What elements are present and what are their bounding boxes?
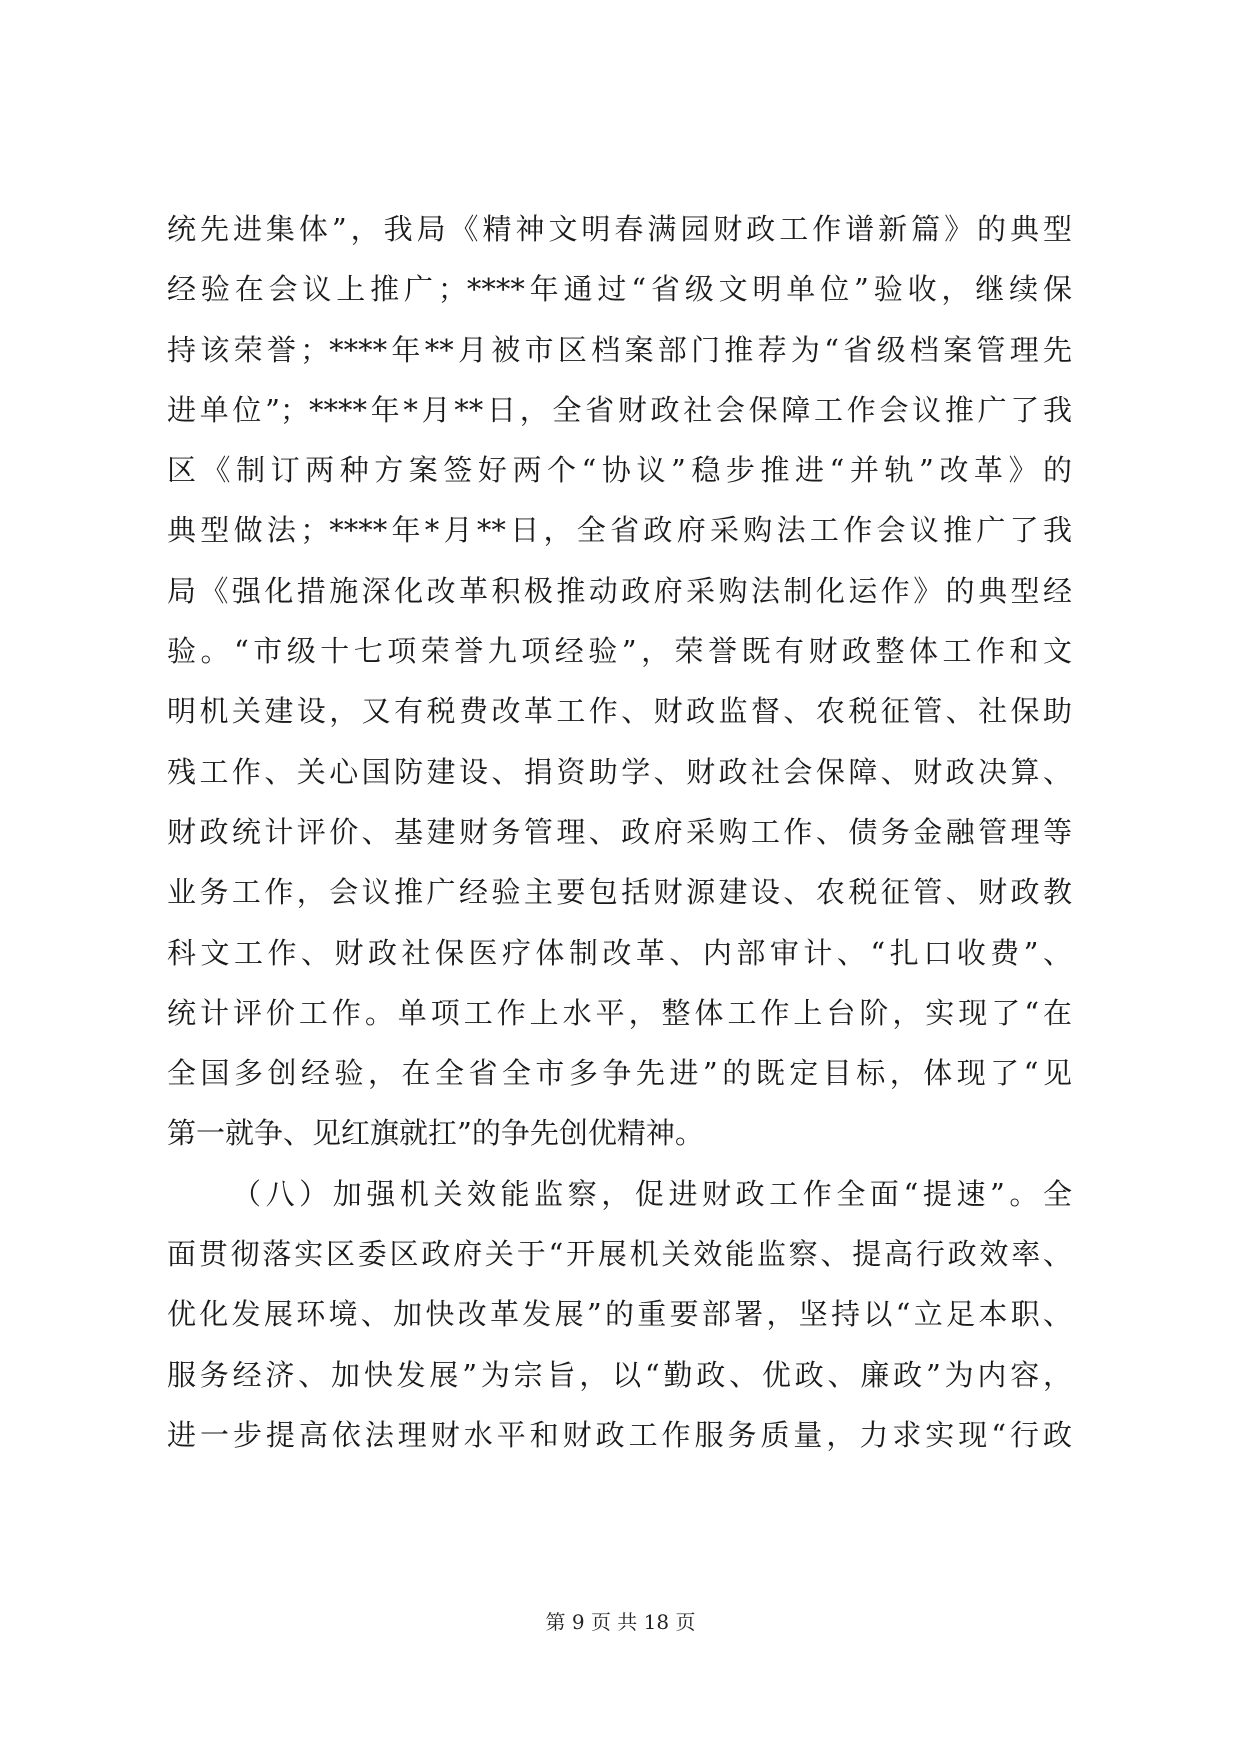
text-line: 局《强化措施深化改革积极推动政府采购法制化运作》的典型经 [167,574,1072,608]
text-line: 持该荣誉；****年**月被市区档案部门推荐为“省级档案管理先 [167,333,1072,367]
text-line: 残工作、关心国防建设、捐资助学、财政社会保障、财政决算、 [167,755,1072,789]
text-line: 第一就争、见红旗就扛”的争先创优精神。 [167,1116,704,1150]
text-line: 优化发展环境、加快改革发展”的重要部署，坚持以“立足本职、 [167,1297,1072,1331]
text-line: 进单位”；****年*月**日，全省财政社会保障工作会议推广了我 [167,393,1072,427]
text-line: 财政统计评价、基建财务管理、政府采购工作、债务金融管理等 [167,815,1072,849]
paragraph-heading-line: （八）加强机关效能监察，促进财政工作全面“提速”。全 [232,1177,1072,1211]
text-line: 业务工作，会议推广经验主要包括财源建设、农税征管、财政教 [167,875,1072,909]
text-line: 全国多创经验，在全省全市多争先进”的既定目标，体现了“见 [167,1056,1072,1090]
text-line: 科文工作、财政社保医疗体制改革、内部审计、“扎口收费”、 [167,936,1072,970]
text-line: 经验在会议上推广；****年通过“省级文明单位”验收，继续保 [167,272,1072,306]
text-line: 服务经济、加快发展”为宗旨，以“勤政、优政、廉政”为内容， [167,1358,1072,1392]
text-line: 明机关建设，又有税费改革工作、财政监督、农税征管、社保助 [167,694,1072,728]
text-line: 面贯彻落实区委区政府关于“开展机关效能监察、提高行政效率、 [167,1237,1072,1271]
text-line: 典型做法；****年*月**日，全省政府采购法工作会议推广了我 [167,513,1072,547]
text-line: 验。“市级十七项荣誉九项经验”，荣誉既有财政整体工作和文 [167,634,1072,668]
text-line: 进一步提高依法理财水平和财政工作服务质量，力求实现“行政 [167,1418,1072,1452]
page-number-footer: 第 9 页 共 18 页 [545,1610,696,1634]
text-line: 统先进集体”，我局《精神文明春满园财政工作谱新篇》的典型 [167,212,1072,246]
text-line: 统计评价工作。单项工作上水平，整体工作上台阶，实现了“在 [167,996,1072,1030]
text-line: 区《制订两种方案签好两个“协议”稳步推进“并轨”改革》的 [167,453,1072,487]
